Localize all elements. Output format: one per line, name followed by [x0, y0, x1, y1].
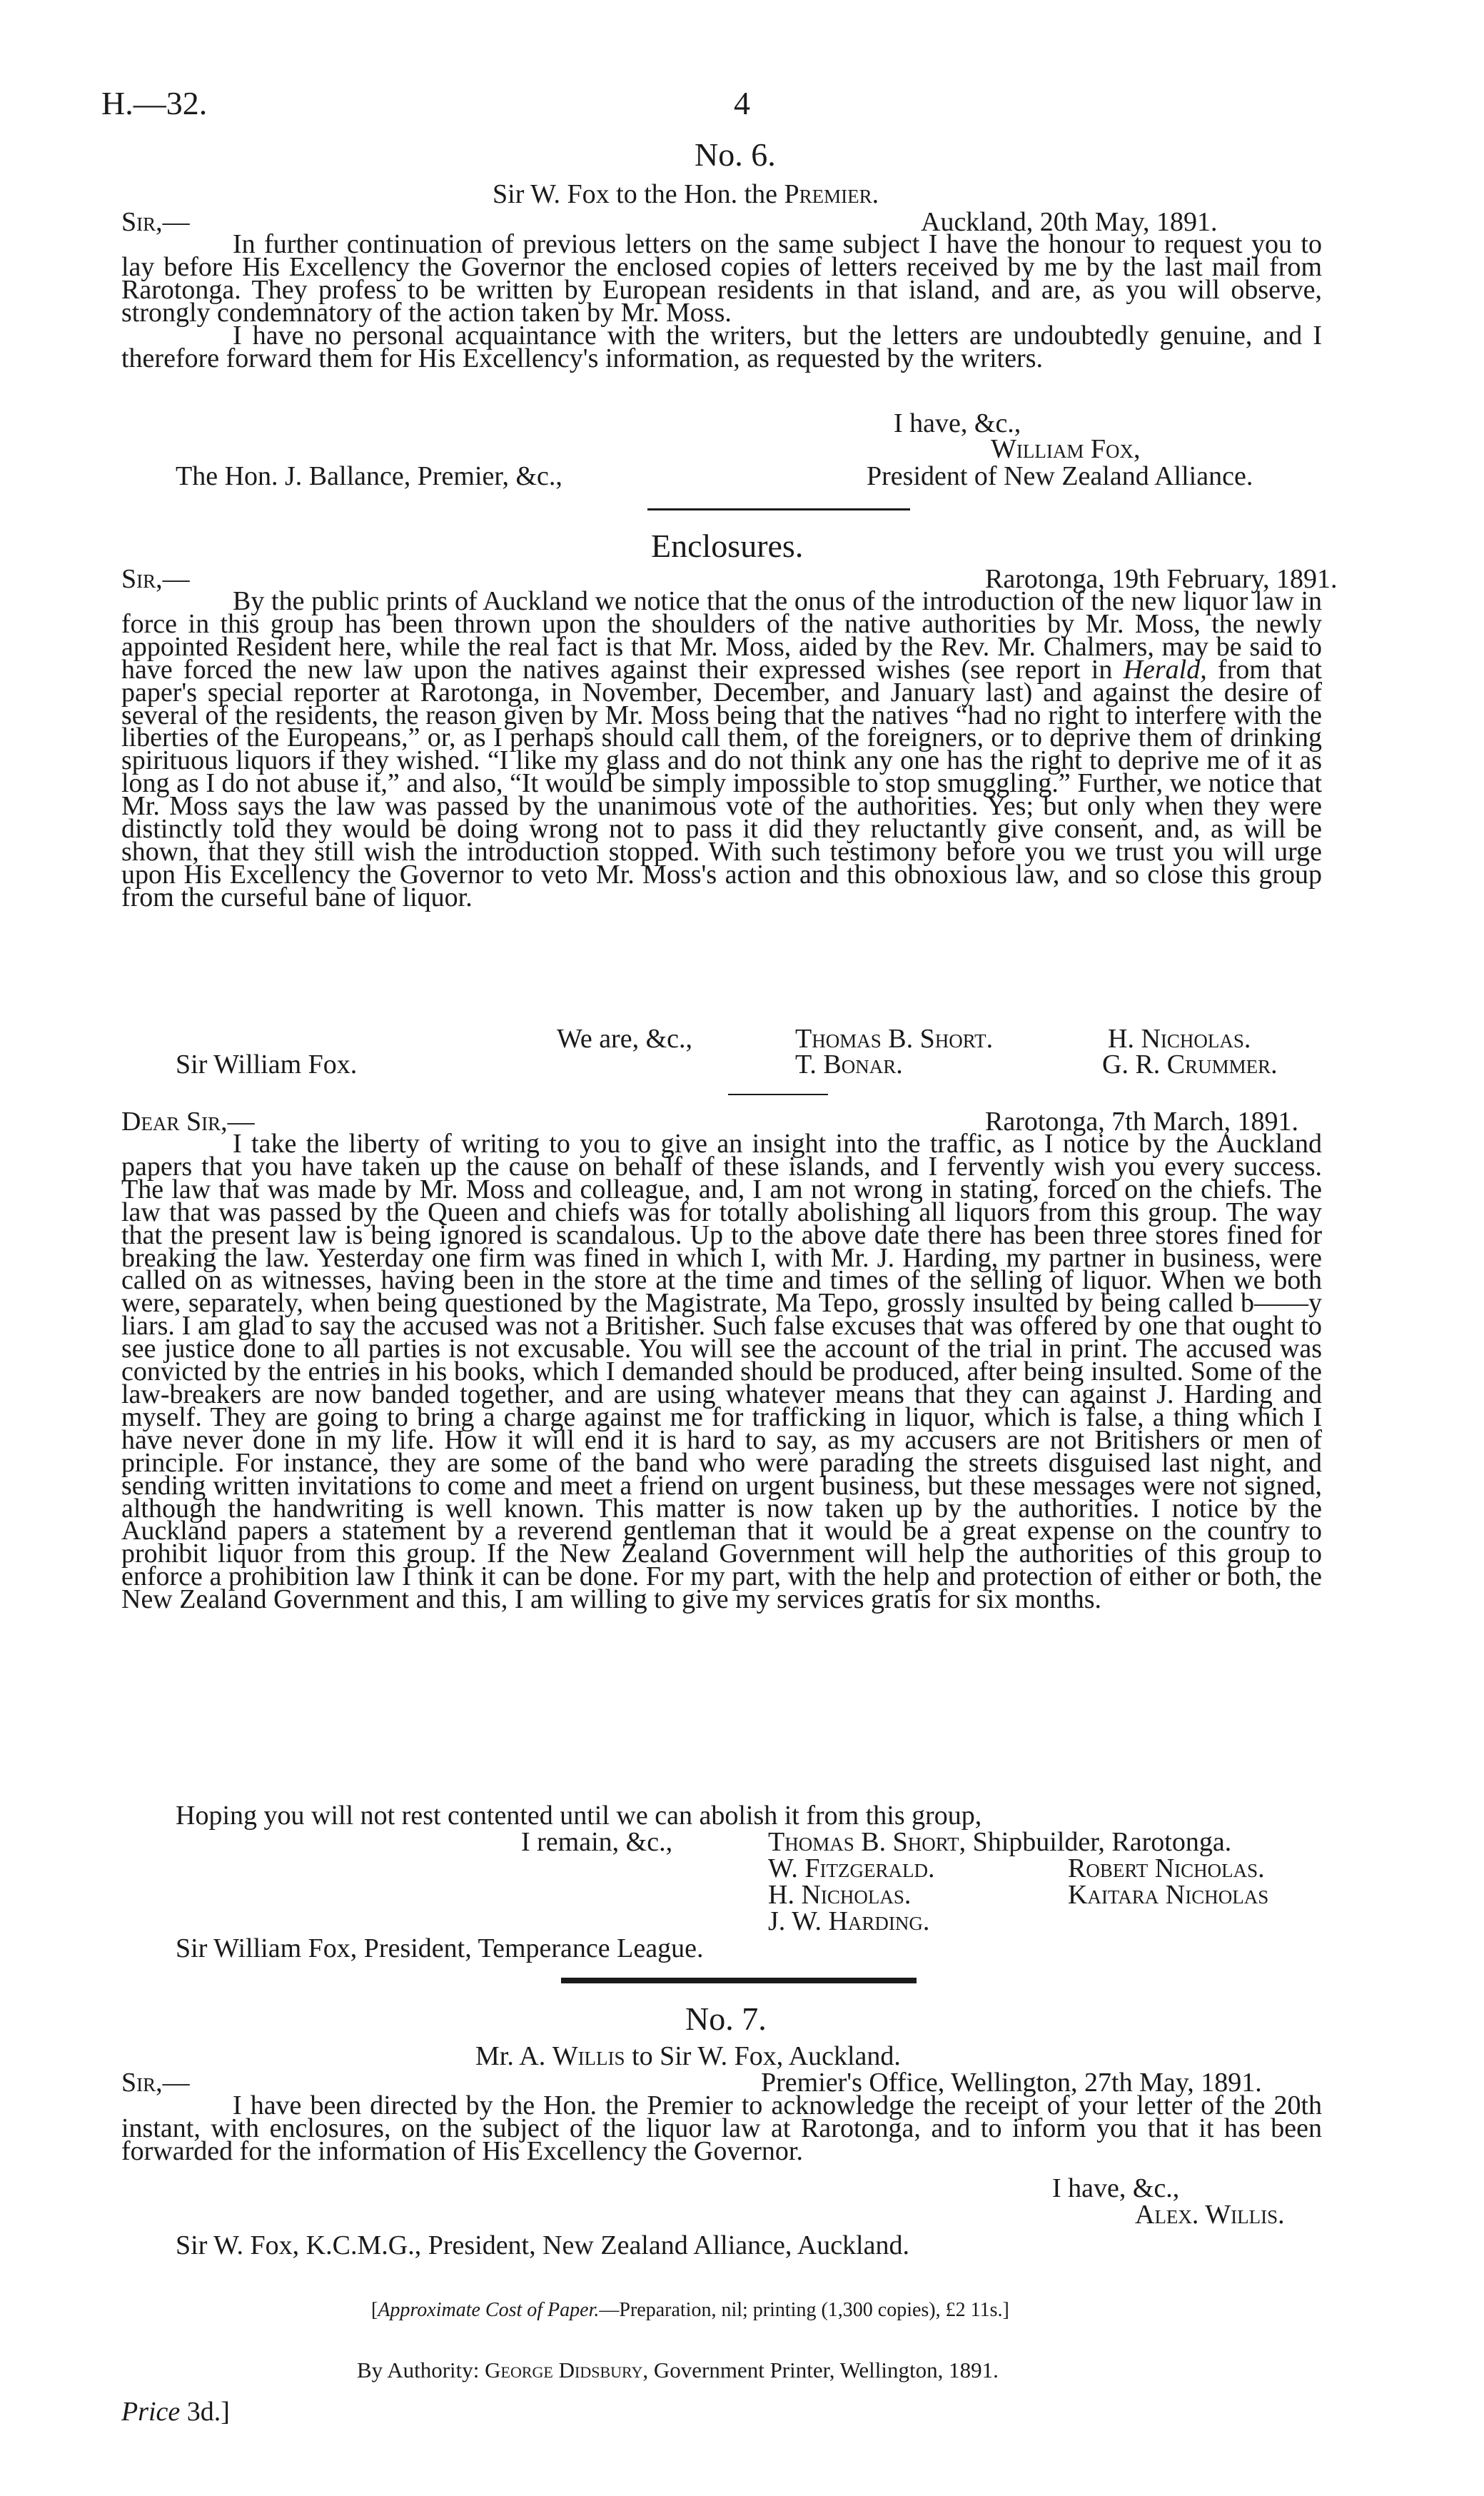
no6-signature: William Fox,: [991, 434, 1141, 464]
letter1-closing: We are, &c.,: [557, 1024, 692, 1054]
no7-title-willis: Willis: [552, 2041, 625, 2071]
letter1-salutation: Sir,—: [121, 564, 190, 594]
no6-signature-title: President of New Zealand Alliance.: [867, 461, 1253, 491]
no6-body: [121, 229, 1322, 373]
letter1-text-a: By the public prints of Auckland we notice that the onus of the introduction of the new liquor law in force in this group has been thrown upon the shoulders of the native authorities by Mr. Moss, the newly appointed Resident here, while the real fact is that Mr. Moss, aided by the Rev. Mr. Chalmers, may be said to have forced the new law upon the natives against their expressed wishes (see report in: [121, 586, 1322, 685]
no6-heading: No. 6.: [695, 136, 776, 173]
enclosures-heading: Enclosures.: [651, 528, 804, 564]
letter1-text-b: from that paper's special reporter at Rarotonga, in November, December, and January last) and against the desire of several of the residents, the reason given by Mr. Moss being that the natives “had no right to interfere with the liberties of the Europeans,” or, as I perhaps should call them, of the foreigners, or to deprive them of drinking spirituous liquors if they wished. “I like my glass and do not think any one has the right to deprive me of it as long as I do not abuse it,” and also, “It would be simply impossible to stop smuggling.” Further, we notice that Mr. Moss says the law was passed by the unanimous vote of the authorities. Yes; but only when they were distinctly told they would be doing wrong not to pass it did they reluctantly give consent, and, as will be shown, that they still wish the introduction stopped. With such testimony before you we trust you will urge upon His Excellency the Governor to veto Mr. Moss's action and this obnoxious law, and so close this group from the curseful bane of liquor.: [121, 654, 1322, 912]
no6-closing: I have, &c.,: [894, 408, 1021, 438]
signer-name: Thomas B. Short,: [768, 1827, 966, 1857]
authority-label: By Authority:: [357, 2357, 485, 2382]
no7-body: [121, 2090, 1322, 2166]
letter2-signer: Kaitara Nicholas: [1068, 1880, 1269, 1910]
price: [121, 2396, 230, 2427]
no7-signature: Alex. Willis.: [1135, 2200, 1285, 2230]
thick-divider: [561, 1978, 917, 1983]
letter1-paragraph: [121, 586, 1322, 912]
cost-label: Approximate Cost of Paper.: [378, 2299, 600, 2321]
no7-title-b: to Sir W. Fox, Auckland.: [625, 2041, 901, 2071]
letter2-signer: H. Nicholas.: [768, 1880, 912, 1910]
printer-name: George Didsbury: [485, 2357, 643, 2382]
letter1-addressee: Sir William Fox.: [176, 1050, 358, 1080]
letter2-signer: J. W. Harding.: [768, 1906, 930, 1936]
letter1-signer: H. Nicholas.: [1108, 1024, 1251, 1054]
authority-detail: , Government Printer, Wellington, 1891.: [642, 2357, 999, 2382]
herald-reference: Herald,: [1123, 654, 1207, 685]
no7-addressee: Sir W. Fox, K.C.M.G., President, New Zealand Alliance, Auckland.: [176, 2230, 909, 2260]
letter2-signer-main: [768, 1828, 1231, 1856]
no7-title-a: Mr. A.: [475, 2041, 552, 2071]
letter2-signer: W. Fitzgerald.: [768, 1853, 935, 1883]
letter2-hoping: Hoping you will not rest contented until we can abolish it from this group,: [176, 1801, 982, 1831]
printer-authority: [357, 2357, 999, 2383]
signer-occupation: Shipbuilder, Rarotonga.: [966, 1827, 1232, 1857]
no6-title-text: Sir W. Fox to the Hon. the: [493, 179, 784, 209]
cost-detail: —Preparation, nil; printing (1,300 copies), £2 11s.]: [599, 2299, 1009, 2321]
no7-title: [475, 2043, 901, 2070]
letter2-body: [121, 1129, 1322, 1615]
letter2-addressee: Sir William Fox, President, Temperance League.: [176, 1933, 704, 1963]
no6-place-date: Auckland, 20th May, 1891.: [921, 207, 1218, 237]
letter1-signer: Thomas B. Short.: [795, 1024, 994, 1054]
letter2-place-date: Rarotonga, 7th March, 1891.: [985, 1107, 1299, 1137]
letter2-signer: Robert Nicholas.: [1068, 1853, 1265, 1883]
letter2-salutation: Dear Sir,—: [121, 1107, 255, 1137]
cost-note: [371, 2299, 1009, 2322]
letter1-body: [121, 586, 1322, 912]
no7-paragraph: I have been directed by the Hon. the Premier to acknowledge the receipt of your letter of the 20th instant, with enclosures, on the subject of the liquor law at Rarotonga, and to inform you that it has been forwarded for the information of His Excellency the Governor.: [121, 2090, 1322, 2166]
divider: [728, 1094, 828, 1095]
no7-salutation: Sir,—: [121, 2068, 190, 2098]
no7-place-date: Premier's Office, Wellington, 27th May, 1891.: [761, 2068, 1262, 2098]
no6-title: [493, 181, 879, 208]
no6-paragraph: I have no personal acquaintance with the writers, but the letters are undoubtedly genuine, and I therefore forward them for His Excellency's information, as requested by the writers.: [121, 320, 1322, 373]
no6-salutation: Sir,—: [121, 207, 190, 237]
cost-bracket: [: [371, 2299, 378, 2321]
no6-title-premier: Premier.: [784, 179, 879, 209]
letter2-closing: I remain, &c.,: [521, 1827, 673, 1857]
no6-addressee: The Hon. J. Ballance, Premier, &c.,: [176, 461, 562, 491]
letter1-signer: G. R. Crummer.: [1102, 1050, 1278, 1080]
no6-paragraph: In further continuation of previous letters on the same subject I have the honour to request you to lay before His Excellency the Governor the enclosed copies of letters received by me by the last mail from Rarotonga. They profess to be written by European residents in that island, and are, as you will observe, strongly condemnatory of the action taken by Mr. Moss.: [121, 229, 1322, 328]
page-number: 4: [734, 85, 750, 121]
no7-heading: No. 7.: [685, 2001, 767, 2037]
letter2-paragraph: I take the liberty of writing to you to give an insight into the traffic, as I notice by the Auckland papers that you have taken up the cause on behalf of these islands, and I fervently wish you every success. The law that was made by Mr. Moss and colleague, and, I am not wrong in stating, forced on the chiefs. The law that was passed by the Queen and chiefs was for totally abolishing all liquors from this group. The way that the present law is being ignored is scandalous. Up to the above date there has been three stores fined for breaking the law. Yesterday one firm was fined in which I, with Mr. J. Harding, my partner in business, were called on as witnesses, having been in the store at the time and times of the selling of liquor. When we both were, separately, when being questioned by the Magistrate, Ma Tepo, grossly insulted by being called b——y liars. I am glad to say the accused was not a Britisher. Such false excuses that was offered by one that ought to see justice done to all parties is not excusable. You will see the account of the trial in print. The accused was convicted by the entries in his books, which I demanded should be produced, after being insulted. Some of the law-breakers are now banded together, and are using whatever means that they can against J. Harding and myself. They are going to bring a charge against me for trafficking in liquor, which is false, a thing which I have never done in my life. How it will end it is hard to say, as my accusers are not Britishers or men of principle. For instance, they are some of the band who were parading the streets disguised last night, and sending written invitations to come and meet a friend on urgent business, but these messages were not signed, although the handwriting is well known. This matter is now taken up by the authorities. I notice by the Auckland papers a statement by a reverend gentleman that it would be a great expense on the country to prohibit liquor from this group. If the New Zealand Government will help the authorities of this group to enforce a prohibition law I think it can be done. For my part, with the help and protection of either or both, the New Zealand Government and this, I am willing to give my services gratis for six months.: [121, 1129, 1322, 1615]
price-value: 3d.]: [180, 2397, 230, 2427]
price-label: Price: [121, 2397, 181, 2427]
letter1-signer: T. Bonar.: [795, 1050, 903, 1080]
document-reference: H.—32.: [101, 85, 208, 121]
letter1-place-date: Rarotonga, 19th February, 1891.: [985, 564, 1338, 594]
divider: [647, 508, 910, 510]
no7-closing: I have, &c.,: [1052, 2173, 1180, 2203]
